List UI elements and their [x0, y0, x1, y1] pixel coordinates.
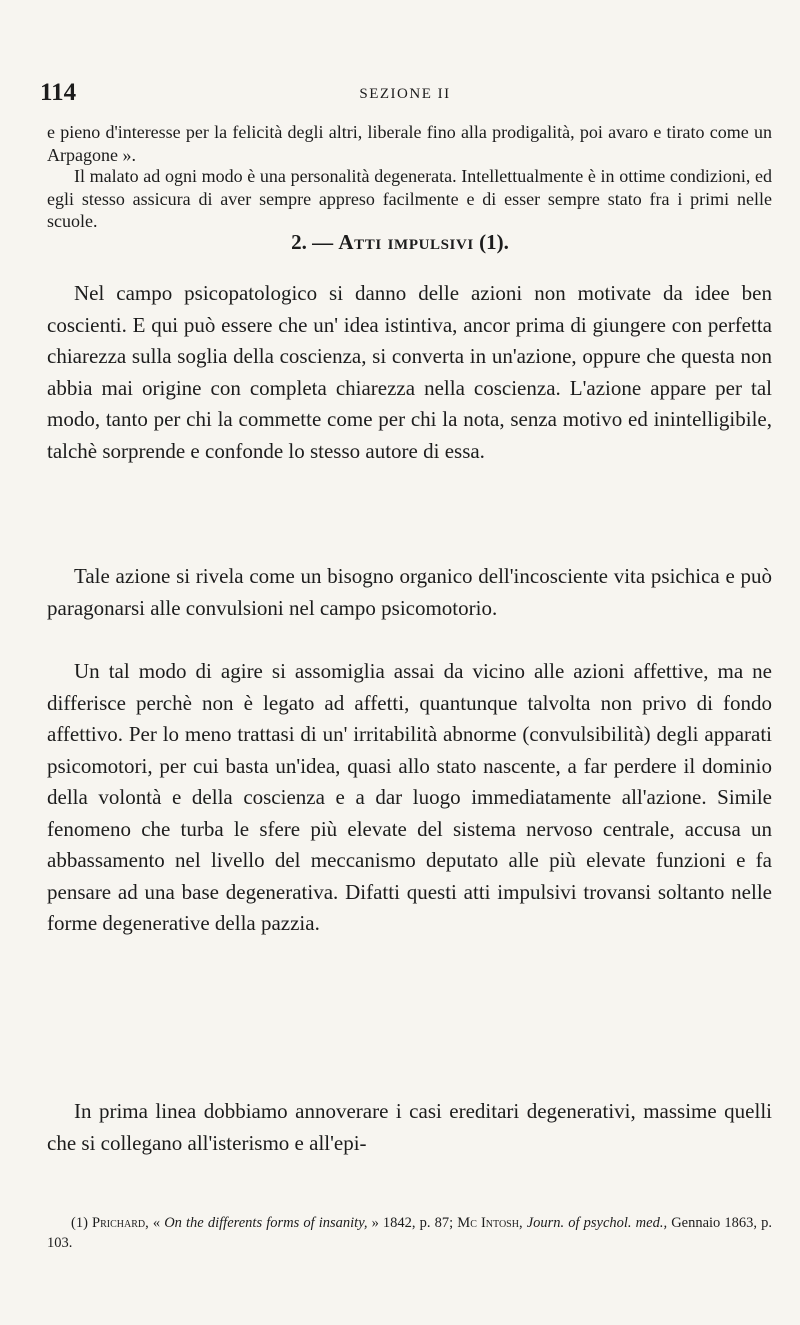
page-header [40, 78, 770, 108]
paragraph-5: Un tal modo di agire si assomiglia assai da vicino alle azioni affettive, ma ne differisce perchè non è legato ad affetti, quantunque talvolta non privo di fondo affettivo. Per lo meno trattasi di un' irritabilità abnorme (convulsibilità) degli apparati psicomotori, per cui basta un'idea, quasi allo stato nascente, a far perdere il dominio della volontà e della coscienza e a dar luogo immediatamente all'azione. Simile fenomeno che turba le sfere più elevate del sistema nervoso centrale, accusa un abbassamento nel livello del meccanismo deputato alle più elevate funzioni e fa pensare ad una base degenerativa. Difatti questi atti impulsivi trovansi soltanto nelle forme degenerative della pazzia. [47, 659, 772, 935]
page-number: 114 [40, 79, 77, 106]
footnote [47, 1213, 772, 1253]
footnote-marker: (1) [71, 1215, 88, 1231]
footnote-separator-1: , « [145, 1215, 161, 1231]
footnote-author-1: Prichard [92, 1215, 146, 1231]
paragraph-2: Il malato ad ogni modo è una personalità degenerata. Intellettualmente è in ottime condizioni, ed egli stesso assicura di aver sempre appreso facilmente e di esser sempre stato fra i primi nelle scuole. [47, 166, 772, 231]
footnote-title-2: Journ. of psychol. med., [526, 1215, 668, 1231]
paragraph-1: e pieno d'interesse per la felicità degli altri, liberale fino alla prodigalità, poi avaro e tirato come un Arpagone ». [47, 122, 772, 165]
section-title: Atti impulsivi [338, 230, 474, 254]
footnote-detail-2: Gennaio 1863, p. 103. [47, 1215, 773, 1251]
footnote-author-2: Mc Intosh [457, 1215, 519, 1231]
footnote-title-1: On the differents forms of insanity, [164, 1215, 368, 1231]
footnote-reference: (1). [479, 230, 509, 254]
footnote-separator-2: , [518, 1215, 523, 1231]
paragraph-3: Nel campo psicopatologico si danno delle azioni non motivate da idee ben coscienti. E qui può essere che un' idea istintiva, ancor prima di giungere con perfetta chiarezza sulla soglia della coscienza, si converta in un'azione, oppure che questa non abbia mai origine con completa chiarezza nella coscienza. L'azione appare per tal modo, tanto per chi la commette come per chi la nota, senza motivo ed inintelligibile, talchè sorprende e confonde lo stesso autore di essa. [47, 281, 772, 463]
section-heading [0, 228, 800, 256]
paragraph-4: Tale azione si rivela come un bisogno organico dell'incosciente vita psichica e può paragonarsi alle convulsioni nel campo psicomotorio. [47, 564, 772, 620]
paragraph-6: In prima linea dobbiamo annoverare i casi ereditari degenerativi, massime quelli che si collegano all'isterismo e all'epi- [47, 1099, 772, 1155]
footnote-detail-1: » 1842, p. 87; [371, 1215, 454, 1231]
section-number: 2. — [291, 230, 334, 254]
running-head: SEZIONE II [359, 86, 451, 102]
